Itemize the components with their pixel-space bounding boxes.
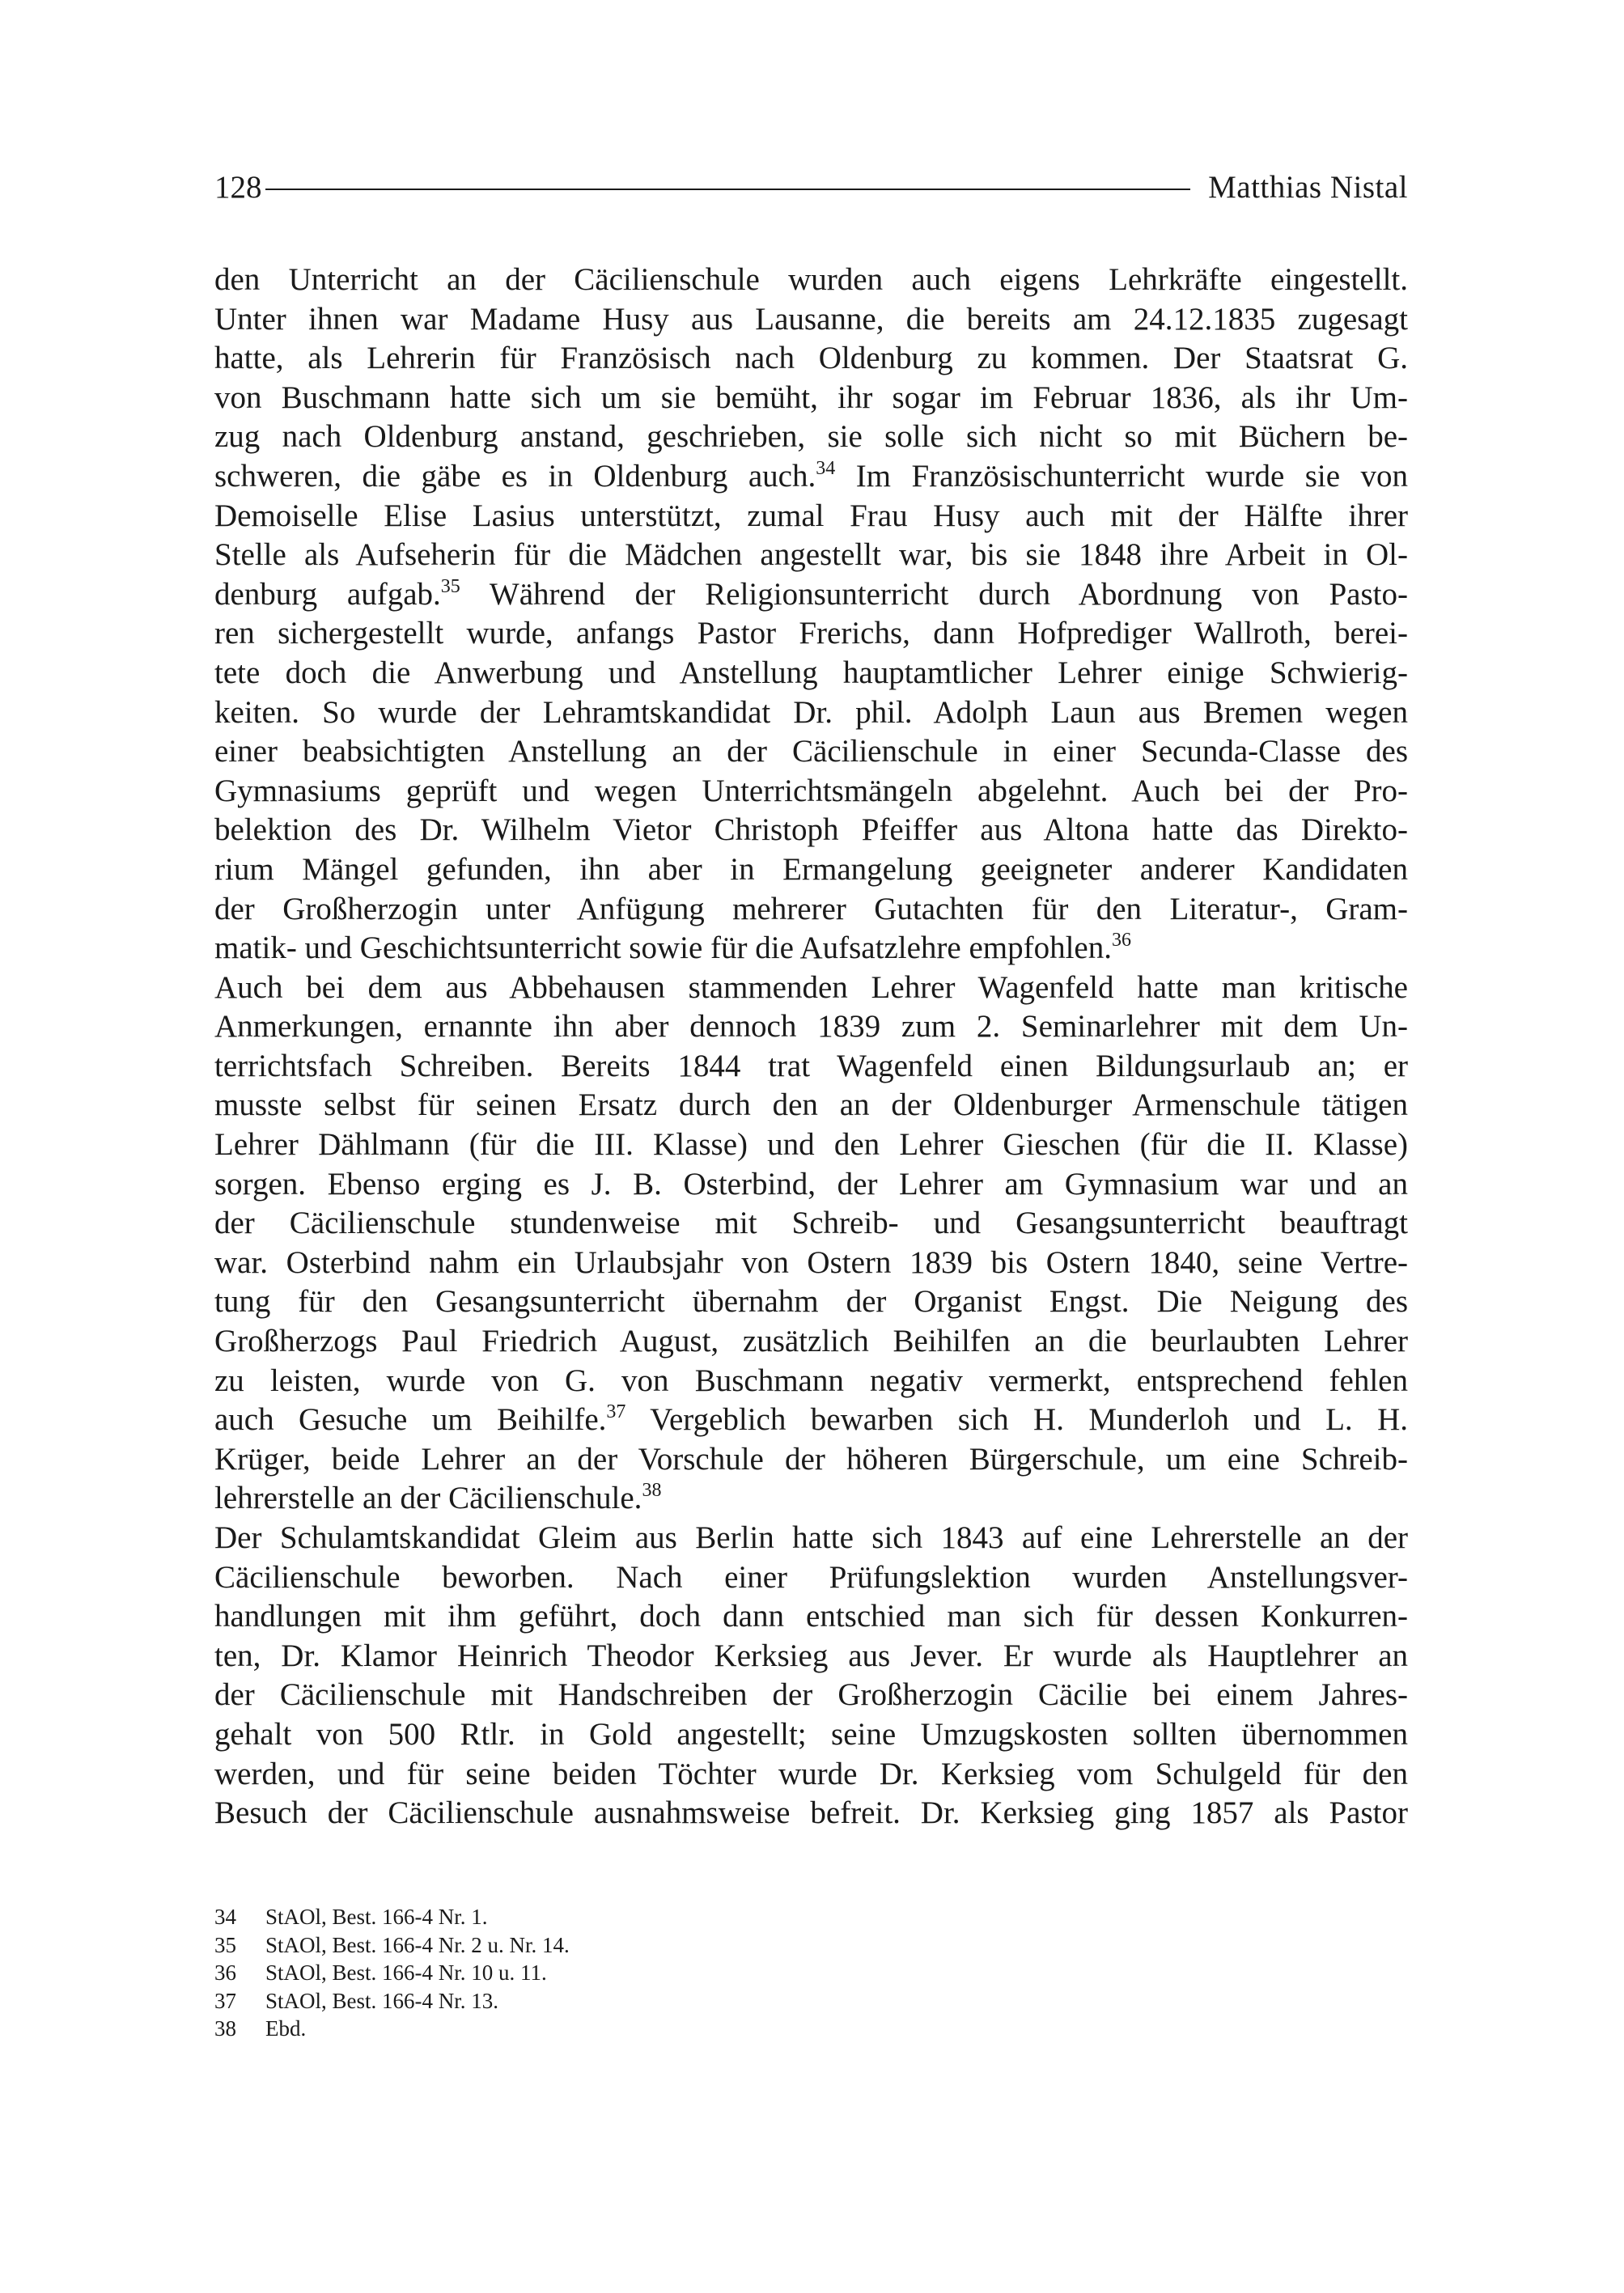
text-segment: Im Französischunterricht wurde sie von [835,458,1408,494]
text-line [214,1558,1408,1598]
text-segment: ten, Dr. Klamor Heinrich Theodor Kerksieg aus Jever. Er wurde als Hauptlehrer an [214,1638,1408,1673]
footnote [214,1959,1024,1987]
text-line [214,1519,1408,1558]
text-line [214,1322,1408,1362]
text-segment: schweren, die gäbe es in Oldenburg auch. [214,458,816,494]
text-segment: Auch bei dem aus Abbehausen stammenden Lehrer Wagenfeld hatte man kritische [214,969,1408,1005]
text-line [214,1282,1408,1322]
text-line [214,1086,1408,1125]
footnote-reference: 37 [606,1401,626,1423]
text-segment: einer beabsichtigten Anstellung an der Cäcilienschule in einer Secunda-Classe des [214,734,1408,769]
text-segment: matik- und Geschichtsunterricht sowie für die Aufsatzlehre empfohlen. [214,930,1112,966]
text-line [214,1165,1408,1205]
text-line [214,261,1408,300]
footnote [214,2015,1024,2043]
text-segment: ren sichergestellt wurde, anfangs Pastor Frerichs, dann Hofprediger Wallroth, berei- [214,616,1408,651]
text-segment: Demoiselle Elise Lasius unterstützt, zumal Frau Husy auch mit der Hälfte ihrer [214,498,1408,533]
text-segment: Während der Religionsunterricht durch Abordnung von Pasto- [460,576,1408,612]
text-line [214,1440,1408,1480]
text-segment: keiten. So wurde der Lehramtskandidat Dr. phil. Adolph Laun aus Bremen wegen [214,694,1408,730]
text-line [214,850,1408,890]
text-segment: Der Schulamtskandidat Gleim aus Berlin hatte sich 1843 auf eine Lehrerstelle an der [214,1520,1408,1555]
text-line [214,654,1408,693]
text-segment: musste selbst für seinen Ersatz durch den an der Oldenburger Armenschule tätigen [214,1087,1408,1123]
text-line [214,890,1408,930]
footnote-number: 34 [214,1905,236,1929]
text-segment: auch Gesuche um Beihilfe. [214,1402,607,1438]
text-segment: rium Mängel gefunden, ihn aber in Ermangelung geeigneter anderer Kandidaten [214,851,1408,887]
footnote-reference: 36 [1112,930,1131,952]
text-line [214,1007,1408,1047]
text-line [214,929,1408,968]
text-line [214,1794,1408,1833]
text-line [214,1125,1408,1165]
text-line [214,457,1408,497]
footnote-reference: 34 [816,457,836,479]
text-segment: Besuch der Cäcilienschule ausnahmsweise befreit. Dr. Kerksieg ging 1857 als Pastor [214,1795,1408,1831]
text-segment: den Unterricht an der Cäcilienschule wurden auch eigens Lehrkräfte eingestellt. [214,262,1408,297]
text-line [214,339,1408,379]
text-line [214,497,1408,536]
text-segment: handlungen mit ihm geführt, doch dann entschied man sich für dessen Konkurren- [214,1599,1408,1634]
text-line [214,1637,1408,1676]
text-line [214,772,1408,812]
footnote-reference: 38 [642,1480,662,1502]
text-segment: werden, und für seine beiden Töchter wurde Dr. Kerksieg vom Schulgeld für den [214,1756,1408,1791]
text-segment: Unter ihnen war Madame Husy aus Lausanne, die bereits am 24.12.1835 zugesagt [214,301,1408,337]
footnote-text: StAOl, Best. 166-4 Nr. 2 u. Nr. 14. [265,1932,570,1957]
footnote-number: 36 [214,1960,236,1985]
text-segment: zu leisten, wurde von G. von Buschmann negativ vermerkt, entsprechend fehlen [214,1363,1408,1398]
text-segment: Großherzogs Paul Friedrich August, zusätzlich Beihilfen an die beurlaubten Lehrer [214,1324,1408,1359]
text-line [214,1204,1408,1244]
text-segment: Stelle als Aufseherin für die Mädchen angestellt war, bis sie 1848 ihre Arbeit in Ol- [214,537,1408,573]
text-line [214,417,1408,457]
text-line [214,536,1408,575]
text-line [214,732,1408,772]
text-segment: Krüger, beide Lehrer an der Vorschule der höheren Bürgerschule, um eine Schreib- [214,1441,1408,1477]
running-head [214,167,1408,207]
text-segment: hatte, als Lehrerin für Französisch nach Oldenburg zu kommen. Der Staatsrat G. [214,341,1408,376]
text-line [214,1362,1408,1401]
text-line [214,811,1408,850]
text-segment: der Großherzogin unter Anfügung mehrerer Gutachten für den Literatur-, Gram- [214,891,1408,926]
text-line [214,1676,1408,1715]
footnote-number: 38 [214,2016,236,2041]
footnote-number: 37 [214,1988,236,2013]
footnote-text: StAOl, Best. 166-4 Nr. 1. [265,1905,488,1929]
text-line [214,1047,1408,1087]
text-line [214,379,1408,418]
text-segment: lehrerstelle an der Cäcilienschule. [214,1481,642,1516]
body-text [214,261,1408,1833]
footnote [214,1903,1024,1931]
text-segment: zug nach Oldenburg anstand, geschrieben, sie solle sich nicht so mit Büchern be- [214,419,1408,455]
page-number: 128 [214,169,262,205]
text-segment: tung für den Gesangsunterricht übernahm der Organist Engst. Die Neigung des [214,1284,1408,1320]
footnote-text: StAOl, Best. 166-4 Nr. 13. [265,1988,499,2013]
footnote-number: 35 [214,1932,236,1957]
header-rule [265,189,1191,190]
text-segment: tete doch die Anwerbung und Anstellung hauptamtlicher Lehrer einige Schwierig- [214,655,1408,690]
text-line [214,1755,1408,1795]
text-segment: Vergeblich bewarben sich H. Munderloh und L. H. [625,1402,1408,1438]
text-segment: Cäcilienschule beworben. Nach einer Prüfungslektion wurden Anstellungsver- [214,1559,1408,1595]
footnote-text: Ebd. [265,2016,307,2041]
running-head-author: Matthias Nistal [1208,169,1408,205]
text-segment: denburg aufgab. [214,576,441,612]
text-segment: war. Osterbind nahm ein Urlaubsjahr von Ostern 1839 bis Ostern 1840, seine Vertre- [214,1244,1408,1280]
text-segment: der Cäcilienschule mit Handschreiben der Großherzogin Cäcilie bei einem Jahres- [214,1677,1408,1713]
text-line [214,1401,1408,1440]
text-segment: belektion des Dr. Wilhelm Vietor Christoph Pfeiffer aus Altona hatte das Direkto- [214,812,1408,848]
text-segment: sorgen. Ebenso erging es J. B. Osterbind, der Lehrer am Gymnasium war und an [214,1166,1408,1202]
text-line [214,614,1408,654]
text-line [214,1597,1408,1637]
text-line [214,1715,1408,1755]
text-segment: Lehrer Dählmann (für die III. Klasse) und den Lehrer Gieschen (für die II. Klasse) [214,1127,1408,1163]
text-line [214,1479,1408,1519]
text-segment: gehalt von 500 Rtlr. in Gold angestellt; seine Umzugskosten sollten übernommen [214,1716,1408,1752]
text-line [214,968,1408,1008]
text-line [214,1244,1408,1283]
footnote-text: StAOl, Best. 166-4 Nr. 10 u. 11. [265,1960,547,1985]
text-line [214,300,1408,340]
text-segment: Anmerkungen, ernannte ihn aber dennoch 1839 zum 2. Seminarlehrer mit dem Un- [214,1009,1408,1045]
footnote [214,1987,1024,2015]
text-line [214,693,1408,733]
text-line [214,575,1408,615]
footnote-reference: 35 [440,575,460,597]
text-segment: Gymnasiums geprüft und wegen Unterrichtsmängeln abgelehnt. Auch bei der Pro- [214,773,1408,808]
footnotes [214,1903,1024,2043]
text-segment: der Cäcilienschule stundenweise mit Schreib- und Gesangsunterricht beauftragt [214,1206,1408,1241]
text-segment: terrichtsfach Schreiben. Bereits 1844 trat Wagenfeld einen Bildungsurlaub an; er [214,1048,1408,1083]
footnote [214,1931,1024,1960]
text-segment: von Buschmann hatte sich um sie bemüht, ihr sogar im Februar 1836, als ihr Um- [214,379,1408,415]
